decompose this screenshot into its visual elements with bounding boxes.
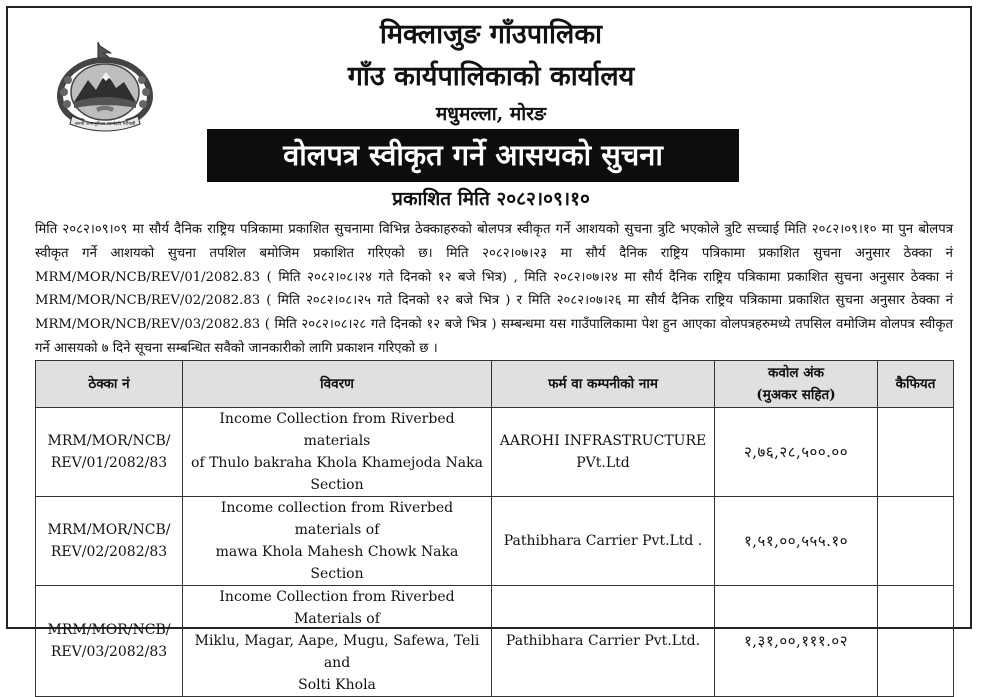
office-address: मधुमल्ला, मोरङ <box>435 103 547 125</box>
description-line3: Section <box>310 477 364 493</box>
description-line2: of Thulo bakraha Khola Khamejoda Naka <box>191 455 483 471</box>
header-remarks: कैफियत <box>878 361 954 408</box>
table-row <box>36 586 954 697</box>
contract-no-cell <box>36 408 183 497</box>
header-bid-amount <box>715 361 878 408</box>
firm-cell <box>492 497 715 586</box>
contract-no-line1: MRM/MOR/NCB/ <box>47 522 171 538</box>
firm-cell <box>492 586 715 697</box>
description-line1: Income Collection from Riverbed materials <box>219 411 455 449</box>
remarks-cell <box>878 408 954 497</box>
description-cell <box>183 497 492 586</box>
table-row <box>36 497 954 586</box>
bid-amount-cell: २,७६,२८,५००.०० <box>715 408 878 497</box>
firm-line1: Pathibhara Carrier Pvt.Ltd . <box>503 533 703 549</box>
description-cell <box>183 586 492 697</box>
description-line3: Solti Khola <box>298 677 376 693</box>
office-name: गाँउ कार्यपालिकाको कार्यालय <box>347 61 635 92</box>
remarks-cell <box>878 497 954 586</box>
contract-no-line1: MRM/MOR/NCB/ <box>47 433 171 449</box>
contract-no-cell <box>36 497 183 586</box>
firm-line1: Pathibhara Carrier Pvt.Ltd. <box>505 633 701 649</box>
table-header-row <box>36 361 954 408</box>
emblem-motto: जननी जन्मभूमिश्च स्वर्गादपि गरीयसी <box>74 122 136 127</box>
header-description: विवरण <box>183 361 492 408</box>
firm-line2: PVt.Ltd <box>576 455 630 471</box>
published-date: प्रकाशित मिति २०८२।०९।१० <box>392 188 590 210</box>
bid-amount-cell: १,३१,००,१११.०२ <box>715 586 878 697</box>
description-line2: Miklu, Magar, Aape, Mugu, Safewa, Teli and <box>194 633 480 671</box>
description-cell <box>183 408 492 497</box>
contract-no-line2: REV/03/2082/83 <box>50 644 168 660</box>
contract-no-line2: REV/01/2082/83 <box>50 455 168 471</box>
remarks-cell <box>878 586 954 697</box>
header-bid-amount-line2: (मुअकर सहित) <box>756 387 836 403</box>
header-firm-name: फर्म वा कम्पनीको नाम <box>492 361 715 408</box>
firm-cell <box>492 408 715 497</box>
notice-title: वोलपत्र स्वीकृत गर्ने आसयको सुचना <box>207 129 739 182</box>
description-line2: mawa Khola Mahesh Chowk Naka Section <box>215 544 459 582</box>
municipality-name: मिक्लाजुङ गाँउपालिका <box>379 19 603 50</box>
contract-no-line1: MRM/MOR/NCB/ <box>47 622 171 638</box>
header-contract-no: ठेक्का नं <box>36 361 183 408</box>
bid-approval-table <box>35 360 954 697</box>
description-line1: Income collection from Riverbed materials of <box>220 500 454 538</box>
header-bid-amount-line1: कवोल अंक <box>768 365 824 381</box>
description-line1: Income Collection from Riverbed Materials of <box>219 589 455 627</box>
notice-body: मिति २०८२।०९।०९ मा सौर्य दैनिक राष्ट्रिय पत्रिकामा प्रकाशित सुचनामा विभिन्न ठेक्काहरुको बोलपत्र स्वीकृत गर्ने आशयको सुचना त्रुटि भएकोले त्रुटि सच्चाई मिति २०८२।०९।१० मा पुन बोलपत्र स्वीकृत गर्ने आशयको सुचना तपशिल बमोजिम प्रकाशित गरिएको छ। मिति २०८२।०७।२३ मा सौर्य दैनिक राष्ट्रिय पत्रिकामा प्रकाशित सुचना अनुसार ठेक्का नं MRM/MOR/NCB/REV/01/2082.83 ( मिति २०८२।०८।२४ गते दिनको १२ बजे भित्र) , मिति २०८२।०७।२४ मा सौर्य दैनिक राष्ट्रिय पत्रिकामा प्रकाशित सुचना अनुसार ठेक्का नं MRM/MOR/NCB/REV/02/2082.83 ( मिति २०८२।०८।२५ गते दिनको १२ बजे भित्र ) र मिति २०८२।०७।२६ मा सौर्य दैनिक राष्ट्रिय पत्रिकामा प्रकाशित सुचना अनुसार ठेक्का नं MRM/MOR/NCB/REV/03/2082.83 ( मिति २०८२।०८।२८ गते दिनको १२ बजे भित्र ) सम्बन्धमा यस गाउँपालिकामा पेश हुन आएका वोलपत्रहरुमध्ये तपसिल वमोजिम वोलपत्र स्वीकृत गर्ने आसयको ७ दिने सूचना सम्बन्धित सवैको जानकारीको लागि प्रकाशन गरिएको छ । <box>35 222 953 356</box>
contract-no-cell <box>36 586 183 697</box>
bid-amount-cell: १,५१,००,५५५.१० <box>715 497 878 586</box>
contract-no-line2: REV/02/2082/83 <box>50 544 168 560</box>
table-row <box>36 408 954 497</box>
firm-line1: AAROHI INFRASTRUCTURE <box>499 433 707 449</box>
